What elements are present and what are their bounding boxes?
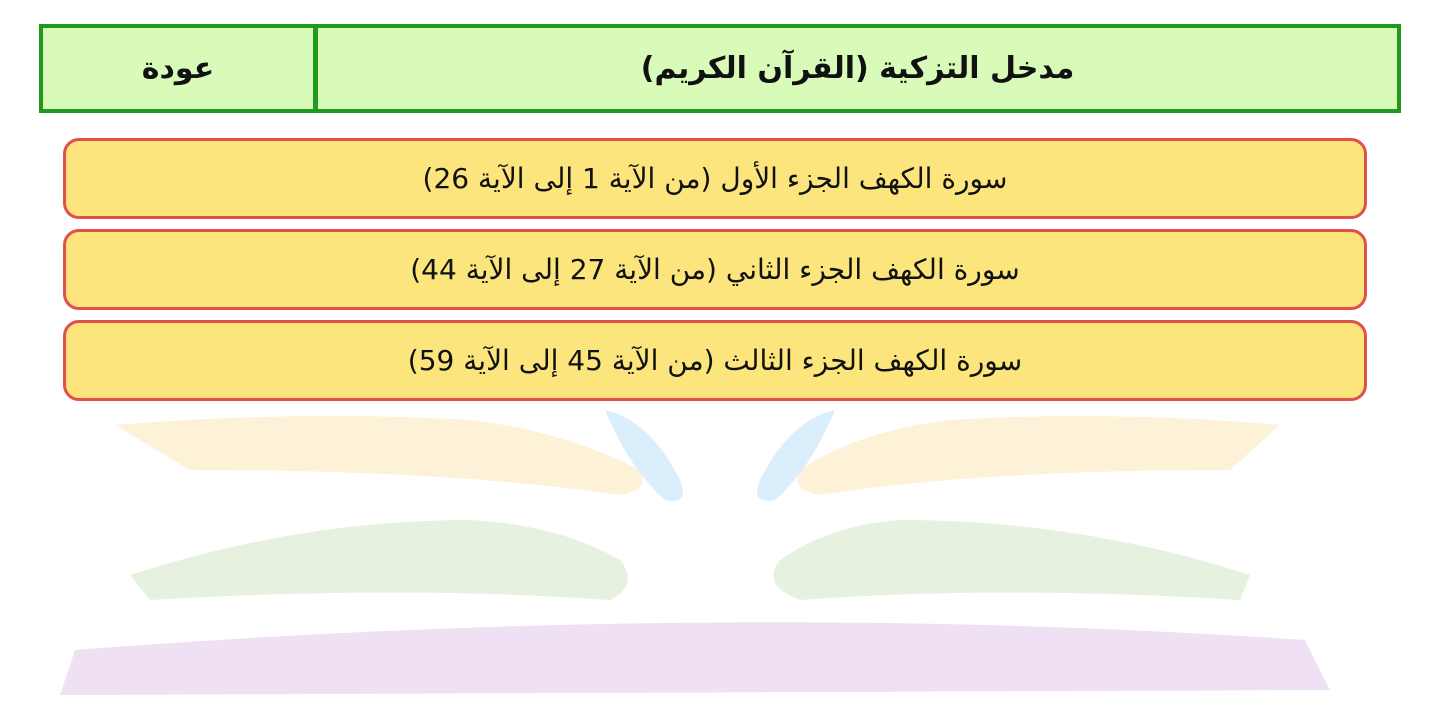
list-item-part-2[interactable] <box>63 229 1367 310</box>
list-item-part-3[interactable] <box>63 320 1367 401</box>
list-item-label: سورة الكهف الجزء الثالث (من الآية 45 إلى الآية 59) <box>407 344 1023 377</box>
back-button-label: عودة <box>141 51 215 86</box>
list-item-part-1[interactable] <box>63 138 1367 219</box>
back-button[interactable] <box>43 28 318 109</box>
surah-part-list <box>63 138 1367 411</box>
list-item-label: سورة الكهف الجزء الثاني (من الآية 27 إلى الآية 44) <box>410 253 1020 286</box>
page-title: مدخل التزكية (القرآن الكريم) <box>640 51 1075 86</box>
list-item-label: سورة الكهف الجزء الأول (من الآية 1 إلى الآية 26) <box>422 162 1008 195</box>
page-title-cell <box>318 28 1397 109</box>
header-bar <box>39 24 1401 113</box>
